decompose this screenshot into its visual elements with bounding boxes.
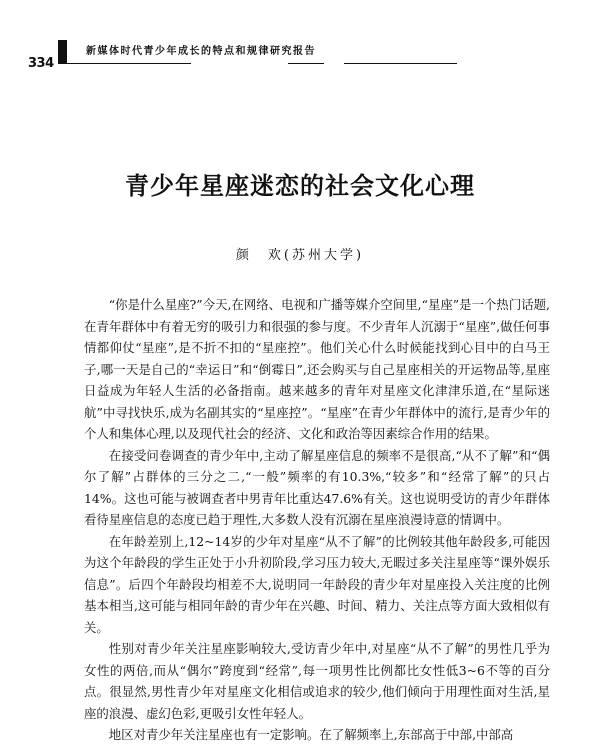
body-paragraph: 在接受问卷调查的青少年中,主动了解星座信息的频率不是很高,“从不了解”和“偶尔了解”占群体的三分之二,“一般”频率的有10.3%,“较多”和“经常了解”的只占14%。这也可能与被调查者中男青年比重达47.6%有关。这也说明受访的青少年群体看待星座信息的态度已趋于理性,大多数人没有沉溺在星座浪漫诗意的情调中。: [84, 447, 550, 527]
body-paragraph: 性别对青少年关注星座影响较大,受访青少年中,对星座“从不了解”的男性几乎为女性的两倍,而从“偶尔”跨度到“经常”,每一项男性比例都比女性低3~6不等的百分点。很显然,男性青少年对星座文化相信或追求的较少,他们倾向于用理性面对生活,星座的浪漫、虚幻色彩,更吸引女性年轻人。: [84, 641, 550, 721]
header-rule-segment: [66, 63, 191, 64]
article-title: 青少年星座迷恋的社会文化心理: [125, 171, 475, 201]
article-body: [84, 294, 550, 746]
body-paragraph: 在年龄差别上,12~14岁的少年对星座“从不了解”的比例较其他年龄段多,可能因为这个年龄段的学生正处于小升初阶段,学习压力较大,无暇过多关注星座等“课外娱乐信息”。后四个年龄段均相差不大,说明同一年龄段的青少年对星座投入关注度的比例基本相当,这可能与相同年龄的青少年在兴趣、时间、精力、关注点等方面大致相似有关。: [84, 533, 550, 635]
body-paragraph: “你是什么星座?”今天,在网络、电视和广播等媒介空间里,“星座”是一个热门话题,在青年群体中有着无穷的吸引力和很强的参与度。不少青年人沉溺于“星座”,做任何事情都仰仗“星座”,是不折不扣的“星座控”。他们关心什么时候能找到心目中的白马王子,哪一天是自己的“幸运日”和“倒霉日”,还会购买与自己星座相关的开运物品等,星座日益成为年轻人生活的必备指南。越来越多的青年对星座文化津津乐道,在“星际迷航”中寻找快乐,成为名副其实的“星座控”。“星座”在青少年群体中的流行,是青少年的个人和集体心理,以及现代社会的经济、文化和政治等因素综合作用的结果。: [84, 297, 550, 441]
header-rule-segment: [344, 63, 457, 64]
body-paragraph: 地区对青少年关注星座也有一定影响。在了解频率上,东部高于中部,中部高: [108, 727, 514, 742]
header-marker-bar: [58, 40, 67, 64]
running-header-title: 新媒体时代青少年成长的特点和规律研究报告: [86, 46, 316, 57]
page-number: 334: [28, 56, 54, 71]
author-byline: 颜 欢(苏州大学): [235, 248, 365, 263]
header-rule-segment: [288, 63, 324, 64]
